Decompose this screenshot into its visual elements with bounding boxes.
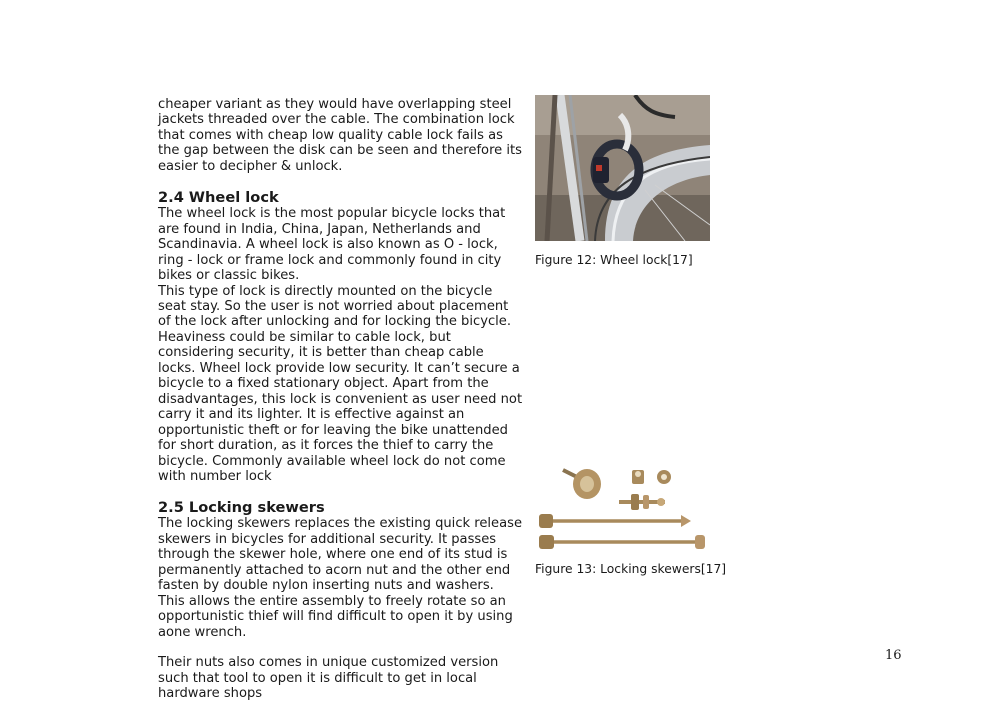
figure-13-locking-skewers-image xyxy=(535,460,710,555)
page-number: 16 xyxy=(885,648,902,663)
locking-skewers-paragraph-1: The locking skewers replaces the existing quick release skewers in bicycles for additional security. It passes through the skewer hole, where one end of its stud is permanently attached to acorn nut and the other end fasten by double nylon inserting nuts and washers. This allows the entire assembly to freely rotate so an opportunistic thief will find difficult to open it by using aone wrench. xyxy=(158,516,523,640)
wheel-lock-paragraph-1: The wheel lock is the most popular bicycle locks that are found in India, China, Japan, Netherlands and Scandinavia. A wheel lock is also known as O - lock, ring - lock or frame lock and commonly found in city bikes or classic bikes. xyxy=(158,206,506,284)
figure-13-caption: Figure 13: Locking skewers[17] xyxy=(535,562,727,576)
wheel-lock-paragraph-2: This type of lock is directly mounted on the bicycle seat stay. So the user is not worried about placement of the lock after unlocking and for locking the bicycle. Heaviness could be similar to cable lock, but considering security, it is better than cheap cable locks. Wheel lock provide low security. It can’t secure a bicycle to a fixed stationary object. Apart from the disadvantages, this lock is convenient as user need not carry it and its lighter. It is effective against an opportunistic theft or for leaving the bike unattended for short duration, as it forces the thief to carry the bicycle. Commonly available wheel lock do not come with number lock xyxy=(158,283,523,484)
wheel-lock-heading: 2.4 Wheel lock xyxy=(158,189,279,207)
locking-skewers-paragraph-2: Their nuts also comes in unique customized version such that tool to open it is difficult to get in local hardware shops xyxy=(158,655,499,701)
main-text-column xyxy=(158,97,523,701)
figure-12-wheel-lock-image xyxy=(535,95,710,241)
cable-lock-paragraph-end: cheaper variant as they would have overlapping steel jackets threaded over the cable. The combination lock that comes with cheap low quality cable lock fails as the gap between the disk can be seen and therefore its easier to decipher & unlock. xyxy=(158,97,522,174)
figure-12-caption: Figure 12: Wheel lock[17] xyxy=(535,253,693,267)
locking-skewers-heading: 2.5 Locking skewers xyxy=(158,499,325,517)
